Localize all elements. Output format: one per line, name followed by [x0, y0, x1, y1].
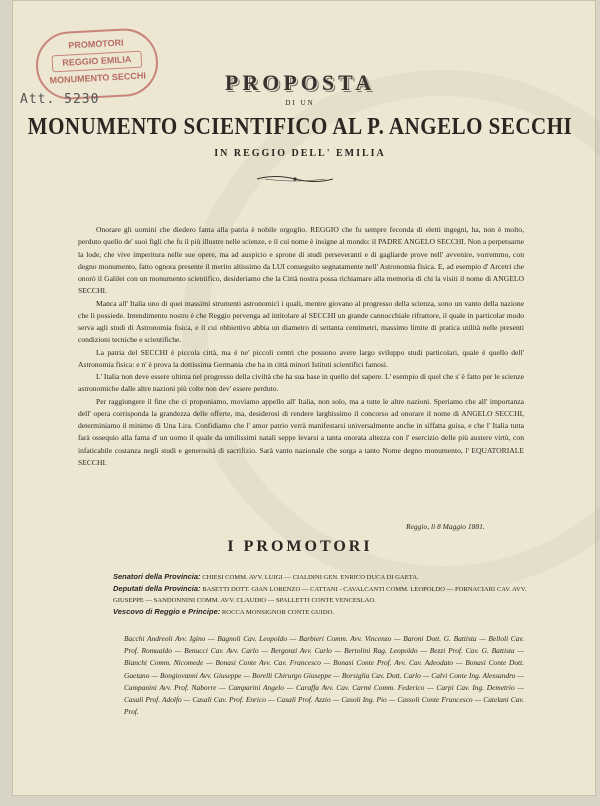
paragraph-2: Manca all' Italia uno di quei massimi strumenti astronomici i quali, mentre giovano al progresso della scienza, sono un vanto della nazione che li possiede. Intendimento nostro è che Reggio pervenga ad intitolare al SECCHI un grande cannocchiale rifrattore, il quale in particolar modo serva agli studi di Astronomia fisica, e il cui obbiettivo abbia un diametro di settanta centimetri, massimo limite di pratica utilità nelle presenti condizioni tecniche e scientifiche.	[78, 298, 524, 345]
proposal-title: PROPOSTA	[224, 70, 376, 95]
place-heading: IN REGGIO DELL' EMILIA	[214, 148, 386, 159]
deputati-label: Deputati della Provincia:	[113, 584, 201, 594]
paragraph-4: L' Italia non deve essere ultima nel progresso della civiltà che ha sua base in quello del sapere. L' esempio di quel che s' è fatto per le scienze astronomiche dalle altre nazioni più colte non dev' essere perduto.	[78, 372, 524, 394]
ornament-divider	[255, 174, 335, 184]
title-connector: DI UN	[285, 99, 315, 107]
main-heading: MONUMENTO SCIENTIFICO AL P. ANGELO SECCHI	[27, 112, 573, 140]
deputati-names: BASETTI DOTT. GIAN LORENZO — CATTANI - CAVALCANTI COMM. LEOPOLDO — FORNACIARI CAV. AVV. GIUSEPPE — SANDONNINI COMM. AVV. CLAUDIO — SPALLETTI CONTE VENCESLAO.	[113, 586, 527, 604]
stamp-line-2: REGGIO EMILIA	[51, 51, 142, 73]
senatori-label: Senatori della Provincia:	[113, 572, 201, 581]
senatori-row	[113, 572, 533, 583]
stamp-line-3: MONUMENTO SECCHI	[49, 70, 147, 86]
stamp-line-1: PROMOTORI	[68, 37, 124, 51]
vescovo-label: Vescovo di Reggio e Principe:	[113, 606, 221, 616]
proposal-body	[78, 224, 524, 469]
subscribers-names: Bacchi Andreoli Avv. Igino — Bagnoli Cav. Leopoldo — Barbieri Comm. Avv. Vincenzo — Baroni Dott. G. Battista — Belloli Cav. Prof. Romualdo — Benucci Cav. Avv. Carlo — Bergonzi Avv. Carlo — Bertolini Rag. Leopoldo — Bezzi Prof. Cav. G. Battista — Bianchi Comm. Nicomede — Bonasi Conte Avv. Cav. Francesco — Bonasi Conte Prof. Avv. Cav. Adeodato — Bonasi Conte Dott. Gaetano — Bongiovanni Avv. Giuseppe — Borelli Chirurgo Giuseppe — Borsiglia Cav. Dott. Carlo — Calvi Conte Ing. Alessandro — Campanini Avv. Prof. Naborre — Camparini Angelo — Caraffa Avv. Cav. Carmi Comm. Federico — Carpi Cav. Ing. Demetrio — Casali Prof. Adolfo — Casali Cav. Prof. Enrico — Casali Prof. Azzio — Casoli Ing. Pio — Cassoli Conte Francesco — Catelani Cav. Prof.	[124, 634, 524, 717]
paragraph-1: Onorare gli uomini che diedero fama alla patria è nobile orgoglio. REGGIO che fu sempre feconda di eletti ingegni, ha, non è molto, perduto quello de' suoi figli che fu il più illustre nelle scienze, e il cui nome è insigne al mondo: il PADRE ANGELO SECCHI. Non a perpetuarne la lode, che vive imperitura nelle sue opere, ma ad auspicio e sprone di studi perseveranti e di gagliarde prove nell' avvenire, vorremmo, con degno monumento, fatto ognora presente il merito altissimo da LUI conseguito segnatamente nell' Astronomia fisica. E, ad esempio d' Arcetri che onorò il Galilei con un monumento scientifico, desideriamo che la Città nostra possa richiamare alla memoria di chi la visiti il nome di ANGELO SECCHI.	[78, 225, 524, 296]
date-line: Reggio, li 8 Maggio 1881.	[406, 522, 485, 531]
vescovo-row	[113, 607, 533, 618]
vescovo-name: ROCCA MONSIGNOR CONTE GUIDO.	[221, 608, 335, 616]
paragraph-3: La patria del SECCHI è piccola città, ma è ne' piccoli centri che possono avere largo sviluppo studi particolari, quale è quello dell' Astronomia fisica: e n' è prova la dottissima Germania che ha in città minori Istituti scientifici famosi.	[78, 347, 524, 369]
subscribers-list	[124, 633, 524, 718]
paragraph-5: Per raggiungere il fine che ci proponiamo, moviamo appello all' Italia, non solo, ma a tutte le altre nazioni. Speriamo che all' importanza dell' opera corrisponda la grandezza delle offerte, ma, desiderosi di rendere larghissimo il concorso ad onorare il nome di ANGELO SECCHI, determiniamo il minimo di Una Lira. Confidiamo che l' amor patrio verrà manifestarsi universalmente anche in siffatta guisa, e che l' Italia tutta farà ossequio alla fama d' un uomo il quale da umilissimi natali seppe levarsi a tanta onorata altezza con l' esercizio delle più austere virtù, con infaticabile costanza negli studi e generosità di sacrifizio. Sarà vanto nazionale che sorga a tanto Nome degno monumento, l' EQUATORIALE SECCHI.	[78, 396, 524, 467]
promotori-heading: I PROMOTORI	[227, 538, 373, 555]
senatori-names: CHIESI COMM. AVV. LUIGI — CIALDINI GEN. ENRICO DUCA DI GAETA.	[202, 574, 419, 581]
inventory-number: Att. 5230	[20, 92, 100, 107]
deputati-row	[113, 584, 533, 606]
promotori-roles	[113, 572, 533, 619]
